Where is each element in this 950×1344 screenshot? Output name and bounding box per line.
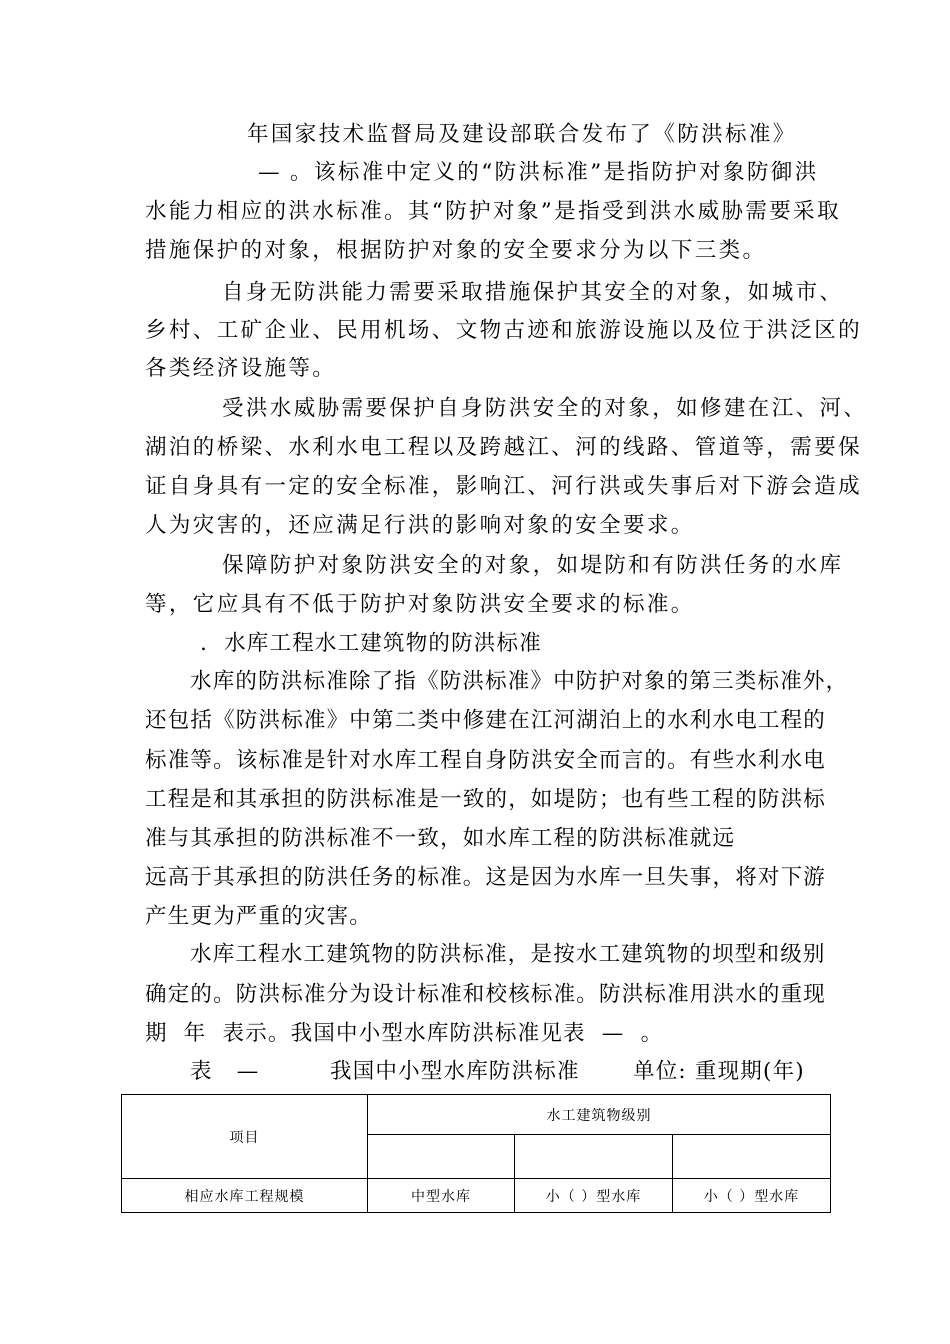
paragraph-line: 证自身具有一定的安全标准，影响江、河行洪或失事后对下游会造成	[145, 474, 863, 499]
table-cell	[515, 1135, 673, 1179]
table-header-level: 水工建筑物级别	[368, 1095, 831, 1135]
paragraph-line: 期 年 表示。我国中小型水库防洪标准见表 — 。	[145, 1021, 664, 1046]
paragraph-line: 产生更为严重的灾害。	[145, 904, 373, 929]
paragraph-line: 。该标准中定义的“防洪标准”是指防护对象防御洪	[290, 160, 819, 185]
table-header-item: 项目	[122, 1095, 368, 1179]
table-row-label: 相应水库工程规模	[122, 1179, 368, 1213]
paragraph-line: 乡村、工矿企业、民用机场、文物古迹和旅游设施以及位于洪泛区的	[145, 318, 863, 343]
paragraph-line: 工程是和其承担的防洪标准是一致的，如堤防；也有些工程的防洪标	[145, 787, 827, 812]
paragraph-line: 各类经济设施等。	[145, 356, 337, 381]
dash-mark: —	[258, 160, 280, 185]
table-cell: 中型水库	[368, 1179, 515, 1213]
paragraph-line: 还包括《防洪标准》中第二类中修建在江河湖泊上的水利水电工程的	[145, 708, 827, 733]
table-cell	[673, 1135, 831, 1179]
table-cell: 小（ ）型水库	[515, 1179, 673, 1213]
table-caption-title: 我国中小型水库防洪标准	[330, 1059, 580, 1084]
paragraph-line: 准与其承担的防洪标准不一致，如水库工程的防洪标准就远	[145, 826, 736, 851]
paragraph-line: 水能力相应的洪水标准。其“防护对象”是指受到洪水威胁需要采取	[145, 199, 841, 224]
table-caption-unit: 单位: 重现期(年)	[633, 1059, 805, 1084]
paragraph-line: 水库工程水工建筑物的防洪标准，是按水工建筑物的坝型和级别	[190, 942, 826, 967]
paragraph-line: 确定的。防洪标准分为设计标准和校核标准。防洪标准用洪水的重现	[145, 982, 827, 1007]
paragraph-line: 标准等。该标准是针对水库工程自身防洪安全而言的。有些水利水电	[145, 748, 827, 773]
table-cell: 小（ ）型水库	[673, 1179, 831, 1213]
paragraph-line: 人为灾害的，还应满足行洪的影响对象的安全要求。	[145, 513, 695, 538]
section-heading: . 水库工程水工建筑物的防洪标准	[200, 631, 542, 656]
paragraph-line: 等，它应具有不低于防护对象防洪安全要求的标准。	[145, 592, 695, 617]
paragraph-line: 年国家技术监督局及建设部联合发布了《防洪标准》	[247, 122, 797, 147]
paragraph-line: 措施保护的对象，根据防护对象的安全要求分为以下三类。	[145, 238, 767, 263]
flood-standard-table	[121, 1094, 830, 1212]
paragraph-line: 自身无防洪能力需要采取措施保护其安全的对象，如城市、	[222, 280, 844, 305]
paragraph-line: 保障防护对象防洪安全的对象，如堤防和有防洪任务的水库	[222, 553, 844, 578]
paragraph-line: 水库的防洪标准除了指《防洪标准》中防护对象的第三类标准外，	[190, 669, 849, 694]
table-caption-label: 表 —	[190, 1059, 260, 1084]
paragraph-line: 受洪水威胁需要保护自身防洪安全的对象，如修建在江、河、	[222, 396, 868, 421]
paragraph-line: 远高于其承担的防洪任务的标准。这是因为水库一旦失事，将对下游	[145, 865, 827, 890]
paragraph-line: 湖泊的桥梁、水利水电工程以及跨越江、河的线路、管道等，需要保	[145, 435, 863, 460]
table-cell	[368, 1135, 515, 1179]
